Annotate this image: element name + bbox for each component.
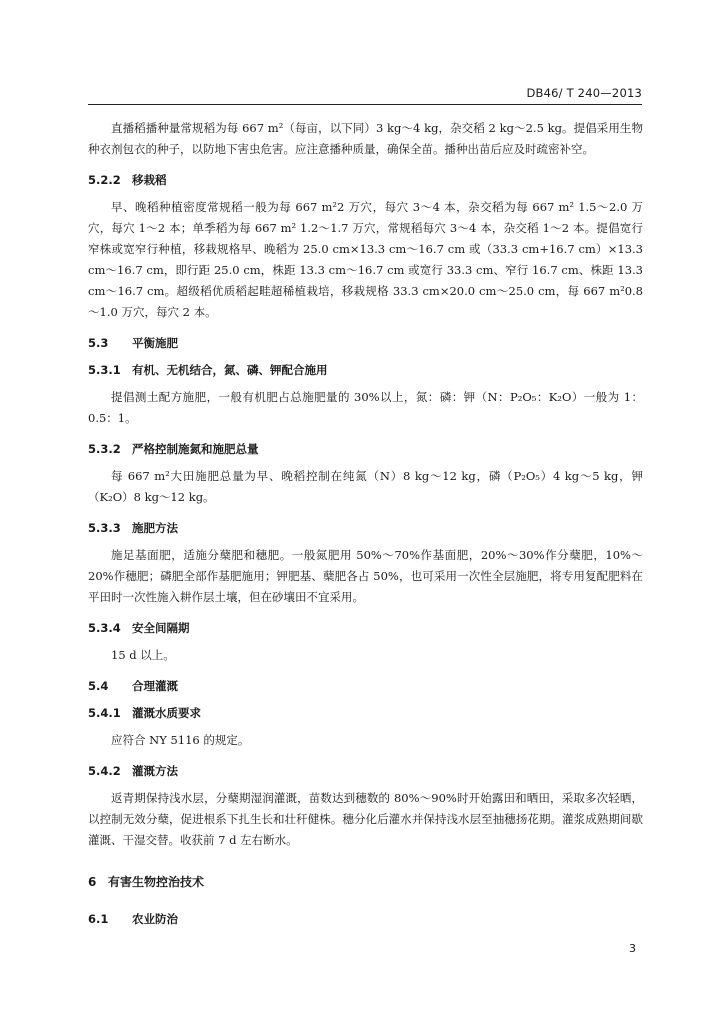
section-number: 5.3.4 <box>88 621 121 635</box>
section-paragraph-5-3-1: 提倡测土配方施肥，一般有机肥占总施肥量的 30%以上，氮：磷：钾（N：P₂O₅：K₂O）一般为 1：0.5：1。 <box>88 390 643 425</box>
section-heading-5-4-1 <box>88 703 643 724</box>
section-heading-5-4-2 <box>88 761 643 782</box>
section-title: 移栽稻 <box>132 173 167 187</box>
section-number: 5.4.1 <box>88 706 121 720</box>
section-number: 5.3.2 <box>88 442 121 456</box>
intro-paragraph: 直播稻播种量常规稻为每 667 m²（每亩，以下同）3 kg～4 kg，杂交稻 2 kg～2.5 kg。提倡采用生物种衣剂包衣的种子，以防地下害虫危害。应注意播种质量，确保全苗。播种出苗后应及时疏密补空。 <box>88 121 643 156</box>
section-number: 5.2.2 <box>88 173 121 187</box>
section-heading-5-3-2 <box>88 439 643 460</box>
section-paragraph-5-4-1: 应符合 NY 5116 的规定。 <box>111 733 250 747</box>
section-heading-6-1 <box>88 909 643 930</box>
section-title: 平衡施肥 <box>132 336 178 350</box>
section-title: 施肥方法 <box>132 521 178 535</box>
section-title: 严格控制施氮和施肥总量 <box>132 442 259 456</box>
header-divider <box>88 104 642 105</box>
section-number: 5.3.1 <box>88 363 121 377</box>
section-title: 农业防治 <box>132 912 178 926</box>
section-title: 灌溉方法 <box>132 764 178 778</box>
document-code-header: DB46/ T 240—2013 <box>526 86 642 100</box>
section-title: 合理灌溉 <box>132 679 178 693</box>
section-number: 5.3 <box>88 336 109 350</box>
section-title: 有机、无机结合，氮、磷、钾配合施用 <box>132 363 328 377</box>
section-paragraph-5-2-2: 早、晚稻种植密度常规稻一般为每 667 m²2 万穴，每穴 3～4 本，杂交稻为每 667 m² 1.5～2.0 万穴，每穴 1～2 本；单季稻为每 667 m² 1.2～1.7 万穴，常规稻每穴 3～4 本，杂交稻 1～2 本。提倡宽行窄株或宽窄行种植，移栽规格早、晚稻为 25.0 cm×13.3 cm～16.7 cm 或（33.3 cm+16.7 cm）×13.3 cm～16.7 cm，即行距 25.0 cm，株距 13.3 cm～16.7 cm 或宽行 33.3 cm、窄行 16.7 cm、株距 13.3 cm～16.7 cm。超级稻优质稻起畦超稀植栽培，移栽规格 33.3 cm×20.0 cm～25.0 cm，每 667 m²0.8～1.0 万穴，每穴 2 本。 <box>88 200 643 319</box>
section-number: 6.1 <box>88 912 109 926</box>
chapter-title: 有害生物控治技术 <box>108 875 205 889</box>
section-paragraph-5-3-2: 每 667 m²大田施肥总量为早、晚稻控制在纯氮（N）8 kg～12 kg，磷（P₂O₅）4 kg～5 kg，钾（K₂O）8 kg～12 kg。 <box>88 469 643 504</box>
section-number: 5.4.2 <box>88 764 121 778</box>
section-heading-5-3-3 <box>88 518 643 539</box>
section-heading-5-3-1 <box>88 360 643 381</box>
chapter-number: 6 <box>88 875 97 889</box>
section-heading-5-3 <box>88 333 643 354</box>
section-number: 5.4 <box>88 679 109 693</box>
page-number: 3 <box>629 942 636 955</box>
section-paragraph-5-3-4: 15 d 以上。 <box>111 648 175 662</box>
section-heading-5-2-2 <box>88 170 643 191</box>
chapter-heading-6 <box>88 871 643 893</box>
section-number: 5.3.3 <box>88 521 121 535</box>
section-paragraph-5-3-3: 施足基面肥，适施分蘖肥和穗肥。一般氮肥用 50%～70%作基面肥，20%～30%作分蘖肥，10%～20%作穗肥；磷肥全部作基肥施用；钾肥基、蘖肥各占 50%，也可采用一次性全层施肥，将专用复配肥料在平田时一次性施入耕作层土壤，但在砂壤田不宜采用。 <box>88 548 643 604</box>
section-title: 安全间隔期 <box>132 621 190 635</box>
page-body <box>88 118 643 930</box>
section-heading-5-4 <box>88 676 643 697</box>
section-paragraph-5-4-2: 返青期保持浅水层，分蘖期湿润灌溉，苗数达到穗数的 80%～90%时开始露田和晒田，采取多次轻晒，以控制无效分蘖，促进根系下扎生长和壮秆健株。穗分化后灌水并保持浅水层至抽穗扬花期。灌浆成熟期间歇灌溉、干湿交替。收获前 7 d 左右断水。 <box>88 791 643 847</box>
section-title: 灌溉水质要求 <box>132 706 201 720</box>
section-heading-5-3-4 <box>88 618 643 639</box>
